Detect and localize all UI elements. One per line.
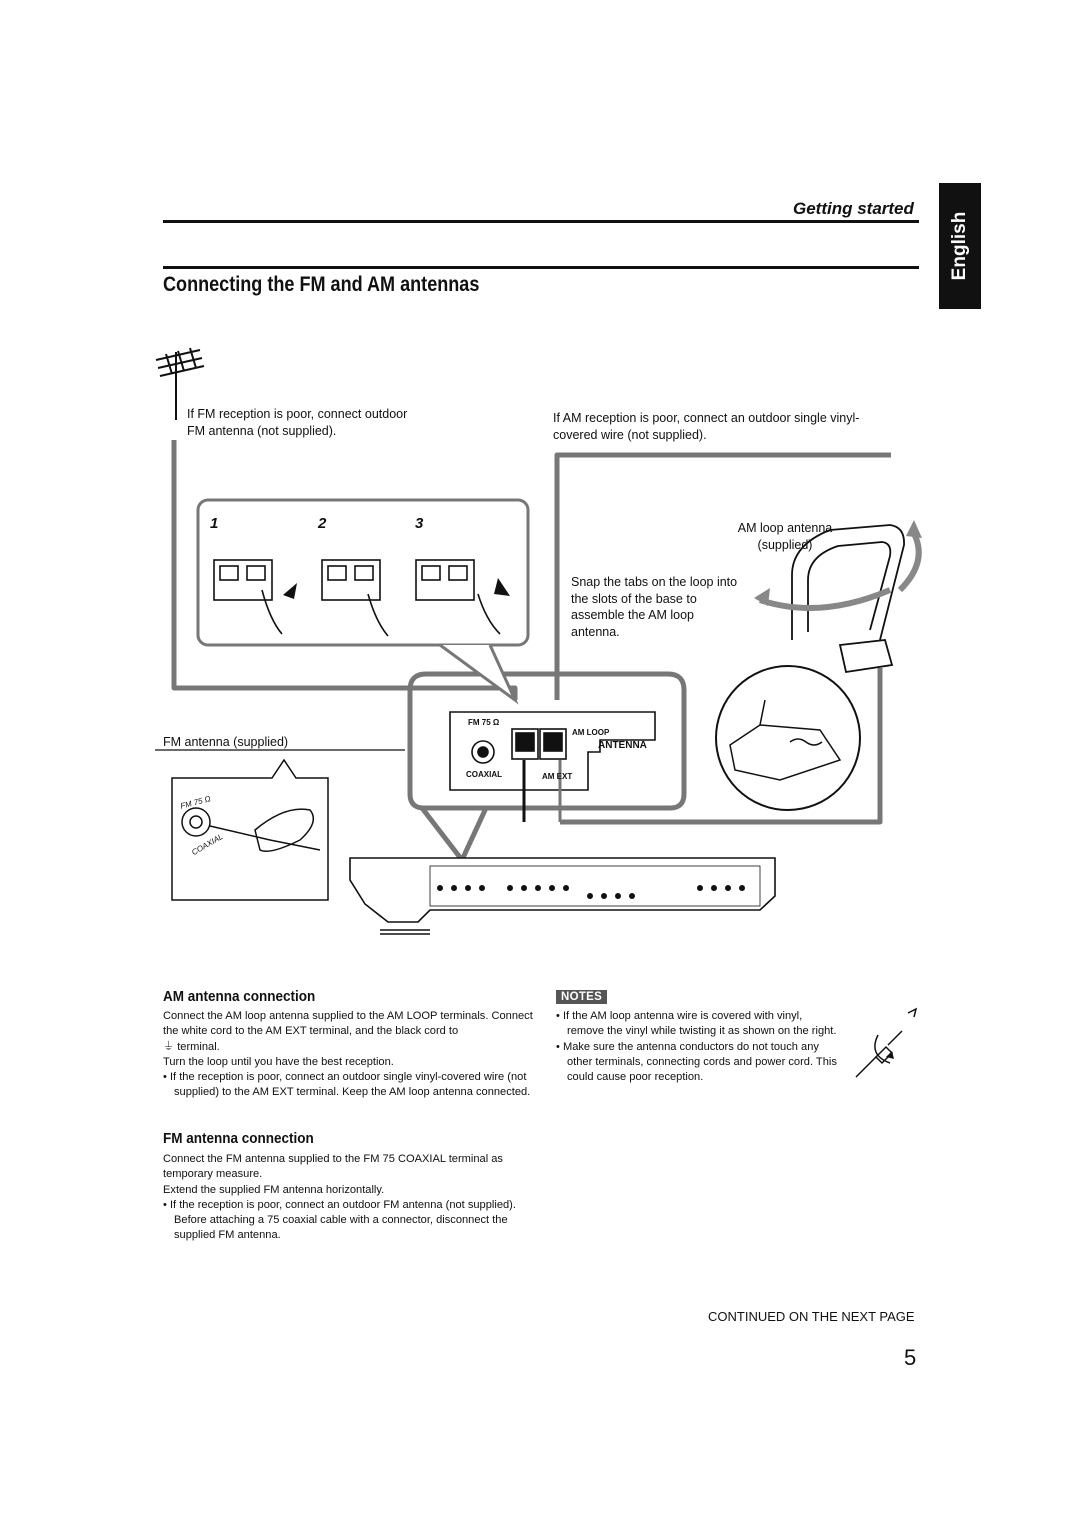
continued-label: CONTINUED ON THE NEXT PAGE <box>708 1309 915 1324</box>
step-3-number: 3 <box>415 515 424 532</box>
am-loop-label: AM loop antenna (supplied) <box>737 521 833 552</box>
am-paragraph: Connect the AM loop antenna supplied to the AM LOOP terminals. Connect the white cord to the AM EXT terminal, and the black cord to <box>163 1010 533 1038</box>
step-1-number: 1 <box>210 515 219 532</box>
fm-paragraph: Connect the FM antenna supplied to the FM 75 COAXIAL terminal as temporary measure. <box>163 1153 503 1181</box>
am-paragraph: Turn the loop until you have the best reception. <box>163 1055 394 1068</box>
am-section-heading: AM antenna connection <box>163 988 316 1005</box>
fm-paragraph: Extend the supplied FM antenna horizontally. <box>163 1183 385 1196</box>
note-item: • If the AM loop antenna wire is covered with vinyl, remove the vinyl while twisting it as shown on the right. <box>556 1010 837 1038</box>
inset-coaxial-label: COAXIAL <box>190 831 225 858</box>
title-rule <box>163 266 919 269</box>
outdoor-fm-caption: If FM reception is poor, connect outdoor FM antenna (not supplied). <box>187 407 408 438</box>
step-2-number: 2 <box>318 515 327 532</box>
inset-fm75-label: FM 75 Ω <box>179 794 212 811</box>
antenna-diagram <box>150 340 950 940</box>
section-label: Getting started <box>793 199 914 218</box>
am-bullet: • If the reception is poor, connect an outdoor single vinyl-covered wire (not supplied) to the AM EXT terminal. Keep the AM loop antenna connected. <box>163 1071 531 1099</box>
am-section-body <box>163 1009 533 1101</box>
snap-caption: Snap the tabs on the loop into the slots of the base to assemble the AM loop antenna. <box>571 575 738 639</box>
panel-am-ext-label: AM EXT <box>542 772 573 781</box>
fm-section-heading: FM antenna connection <box>163 1130 314 1147</box>
panel-antenna-label: ANTENNA <box>598 740 647 751</box>
panel-am-loop-label: AM LOOP <box>572 728 610 737</box>
note-item: • Make sure the antenna conductors do not touch any other terminals, connecting cords and power cord. This could cause poor reception. <box>556 1040 837 1084</box>
header-rule <box>163 220 919 223</box>
page-title: Connecting the FM and AM antennas <box>163 273 480 296</box>
language-tab-label: English <box>949 211 970 281</box>
panel-coaxial-label: COAXIAL <box>466 770 502 779</box>
fm-bullet: • If the reception is poor, connect an outdoor FM antenna (not supplied). Before attaching a 75 coaxial cable with a connector, disconnect the supplied FM antenna. <box>163 1198 516 1242</box>
ground-symbol-icon: ⏚ <box>163 1040 175 1053</box>
language-tab <box>939 183 981 309</box>
fm-section-body <box>163 1152 533 1244</box>
receiver-rear-panel <box>350 858 775 922</box>
panel-fm75-label: FM 75 Ω <box>468 718 500 727</box>
wire-twist-icon <box>848 1005 920 1087</box>
page-number: 5 <box>904 1345 917 1370</box>
notes-list <box>556 1009 842 1085</box>
am-paragraph: terminal. <box>177 1040 220 1053</box>
am-paragraph-ground <box>163 1040 533 1055</box>
outdoor-am-caption: If AM reception is poor, connect an outdoor single vinyl-covered wire (not supplied). <box>553 411 860 442</box>
notes-badge: NOTES <box>556 990 607 1004</box>
fm-supplied-label: FM antenna (supplied) <box>163 735 289 749</box>
